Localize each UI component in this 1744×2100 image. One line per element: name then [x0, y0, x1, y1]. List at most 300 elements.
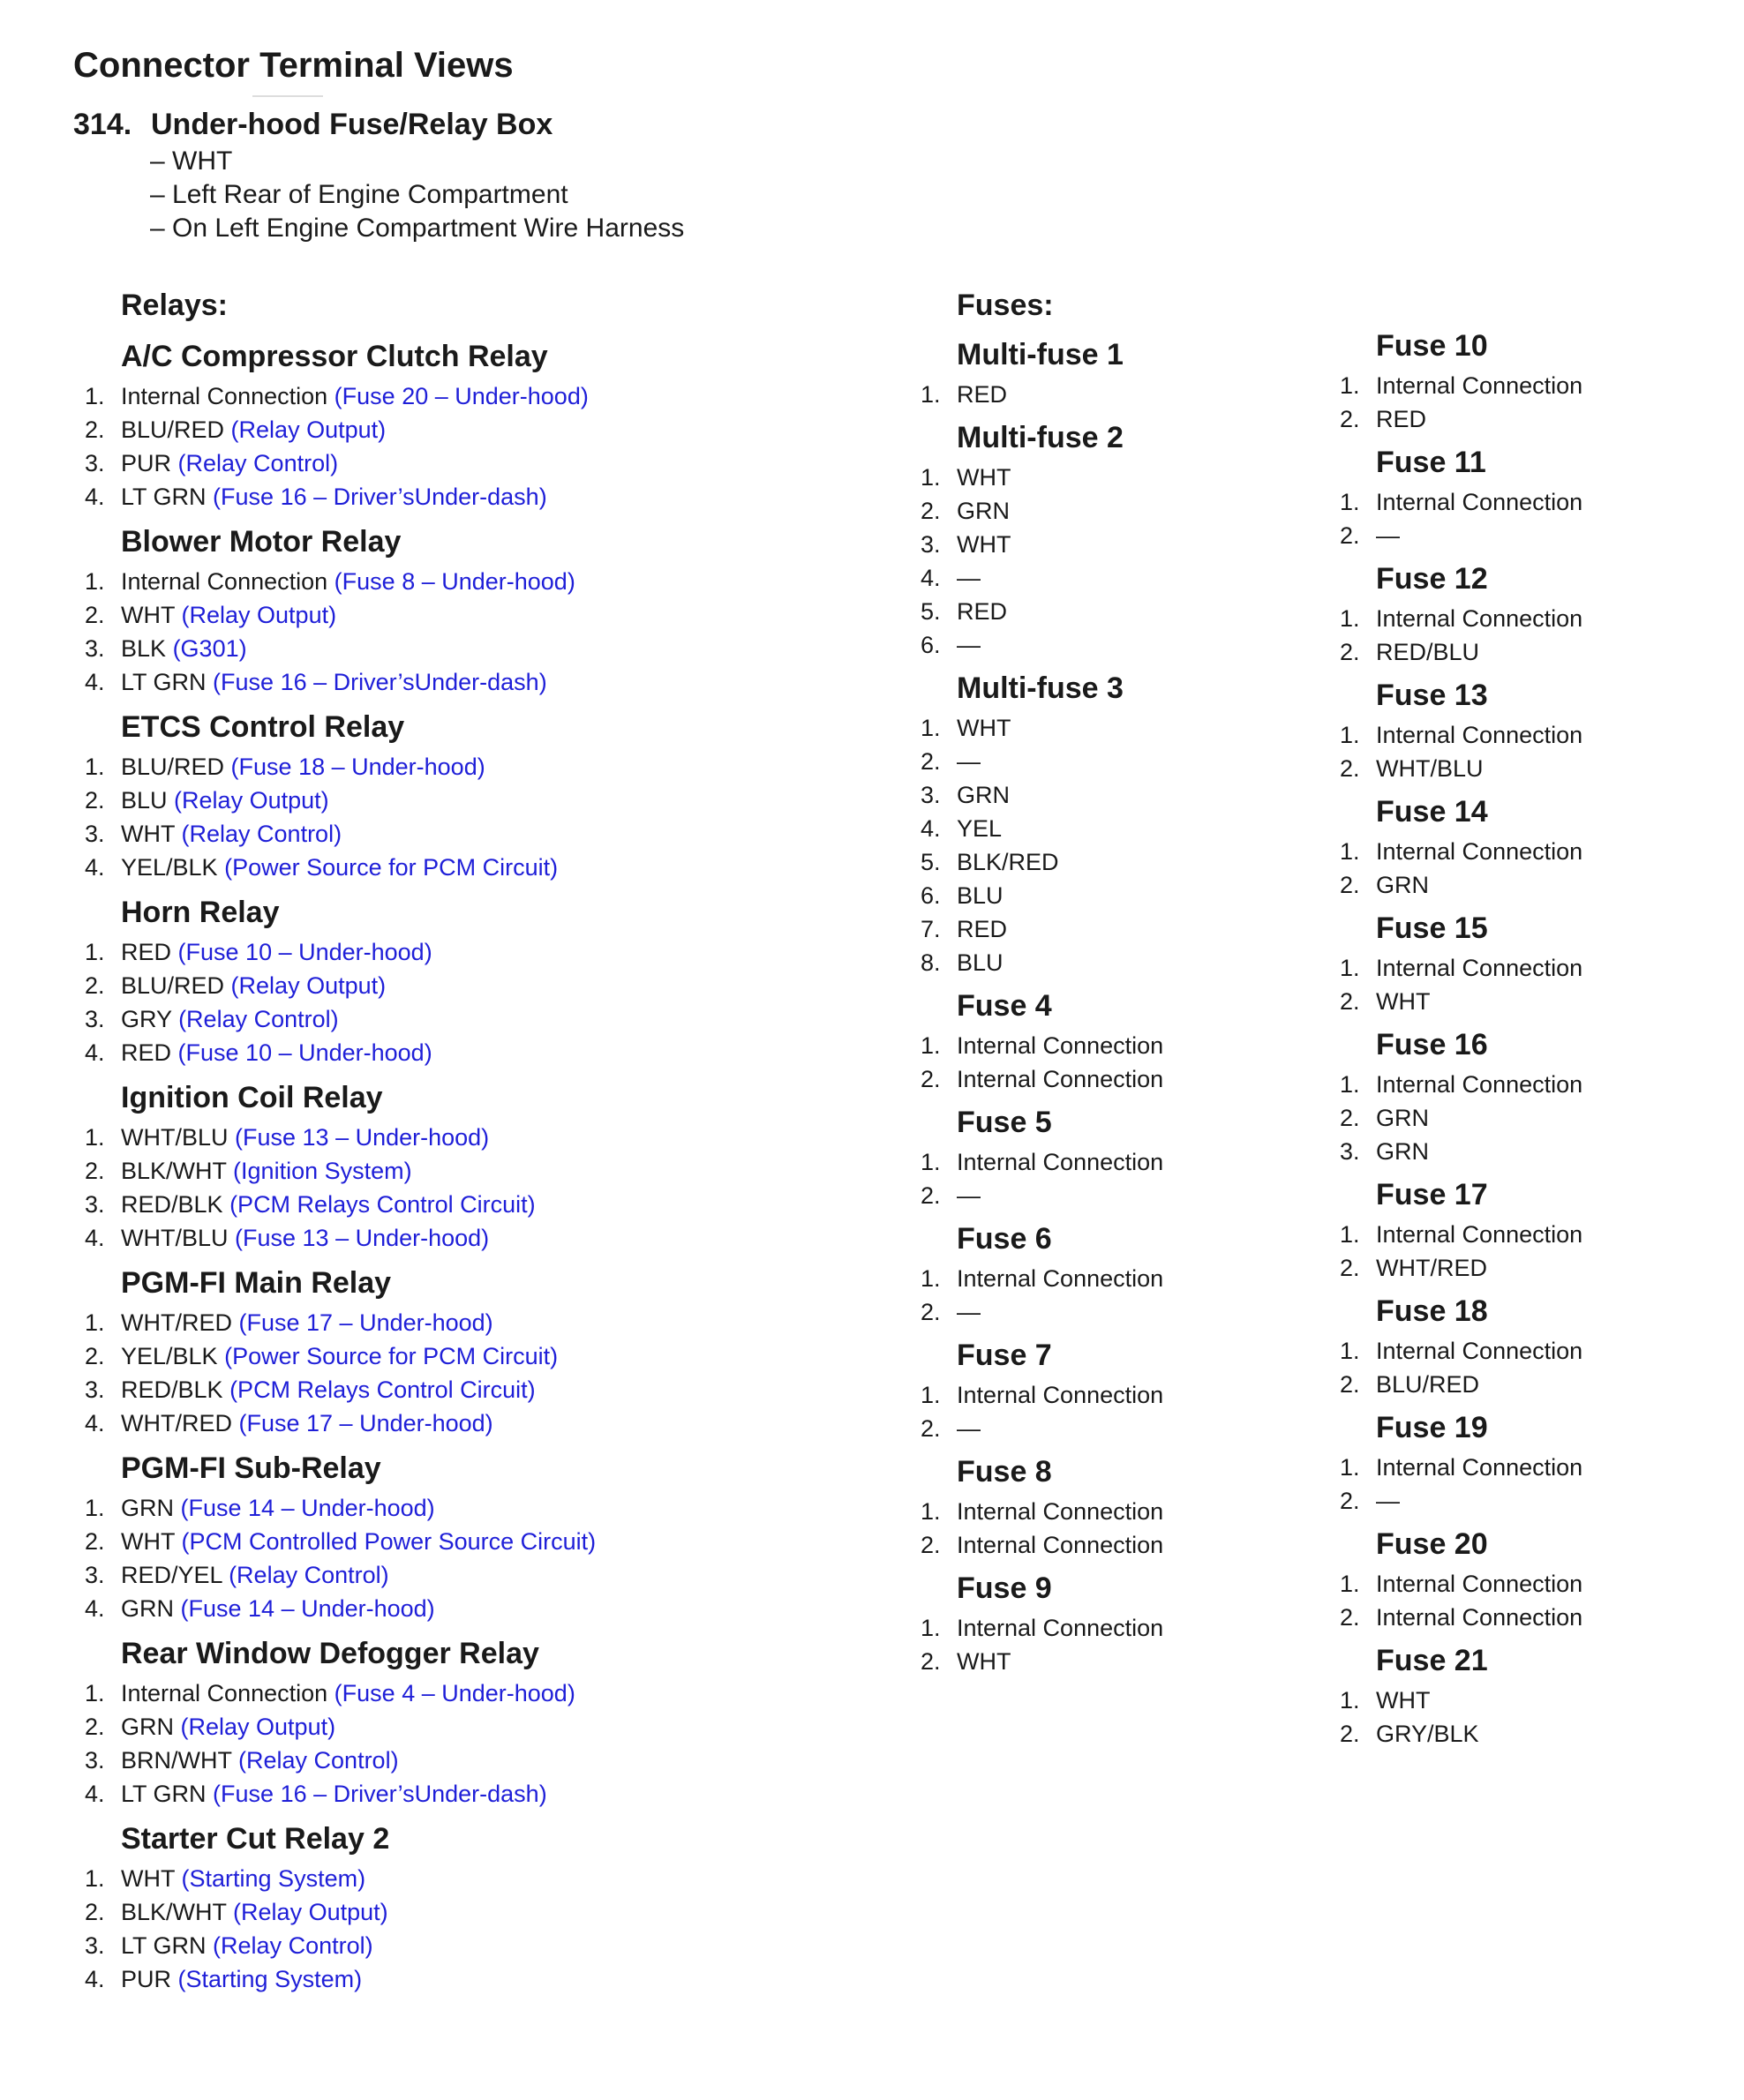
wire-color: LT GRN [121, 484, 207, 510]
terminal-item [85, 446, 596, 480]
fuse-heading: Fuse 15 [1376, 911, 1488, 945]
wire-color: GRY [121, 1006, 172, 1032]
terminal-number: 1. [921, 1265, 941, 1292]
terminal-number: 4. [85, 1595, 105, 1622]
circuit-reference: (Fuse 4 – Under-hood) [334, 1680, 575, 1706]
terminal-number: 1. [85, 568, 105, 595]
terminal-number: 1. [1340, 489, 1360, 515]
terminal-item [85, 1188, 596, 1221]
wire-color: — [957, 1299, 981, 1325]
terminal-number: 3. [85, 1376, 105, 1403]
terminal-item [1340, 1218, 1582, 1251]
fuse-heading: Fuse 18 [1376, 1294, 1488, 1328]
terminal-number: 2. [1340, 406, 1360, 432]
terminal-number: 8. [921, 949, 941, 976]
fuse-heading: Fuse 4 [957, 989, 1052, 1023]
terminal-list [1340, 1334, 1582, 1401]
terminal-number: 3. [921, 531, 941, 558]
terminal-item [1340, 602, 1582, 635]
terminal-number: 2. [921, 498, 941, 524]
wire-color: YEL [957, 815, 1003, 842]
terminal-number: 2. [921, 1066, 941, 1092]
wire-color: Internal Connection [1376, 489, 1583, 515]
terminal-item [921, 946, 1163, 979]
terminal-number: 2. [1340, 522, 1360, 549]
terminal-number: 2. [1340, 1255, 1360, 1281]
terminal-number: 4. [85, 669, 105, 695]
terminal-item [921, 1528, 1163, 1562]
terminal-item [1340, 985, 1582, 1018]
terminal-item [85, 1929, 596, 1962]
fuses-column-left [921, 282, 1163, 1678]
terminal-list [1340, 1567, 1582, 1634]
wire-color: BLK/WHT [121, 1158, 227, 1184]
wire-color: WHT [957, 531, 1011, 558]
terminal-number: 2. [921, 1532, 941, 1558]
wire-color: PUR [121, 1966, 172, 1992]
terminal-item [1340, 1601, 1582, 1634]
terminal-item [1340, 369, 1582, 402]
terminal-item [1340, 868, 1582, 902]
terminal-number: 1. [1340, 1338, 1360, 1364]
terminal-number: 1. [1340, 372, 1360, 399]
terminal-list [921, 1378, 1163, 1445]
terminal-item [85, 1676, 596, 1710]
terminal-number: 1. [85, 754, 105, 780]
circuit-reference: (Relay Control) [178, 1006, 339, 1032]
terminal-list [1340, 602, 1582, 669]
terminal-item [85, 1862, 596, 1895]
wire-color: WHT [957, 1648, 1011, 1675]
wire-color: BLU/RED [121, 754, 225, 780]
terminal-number: 1. [921, 1149, 941, 1175]
terminal-number: 1. [921, 1382, 941, 1408]
relay-heading: Blower Motor Relay [121, 525, 402, 559]
circuit-reference: (Relay Output) [233, 1899, 388, 1925]
wire-color: BLU [957, 949, 1004, 976]
wire-color: — [957, 565, 981, 591]
terminal-number: 1. [85, 1680, 105, 1706]
wire-color: GRN [121, 1495, 174, 1521]
terminal-item [85, 1491, 596, 1525]
terminal-number: 3. [85, 635, 105, 662]
wire-color: Internal Connection [957, 1498, 1164, 1525]
terminal-number: 4. [85, 854, 105, 881]
circuit-reference: (Fuse 14 – Under-hood) [180, 1495, 435, 1521]
terminal-item [1340, 635, 1582, 669]
circuit-reference: (PCM Controlled Power Source Circuit) [181, 1528, 597, 1555]
terminal-number: 2. [1340, 1105, 1360, 1131]
terminal-list [921, 1495, 1163, 1562]
circuit-reference: (Fuse 10 – Under-hood) [177, 1039, 432, 1066]
terminal-item [85, 969, 596, 1002]
terminal-number: 2. [1340, 755, 1360, 782]
terminal-item [1340, 1484, 1582, 1518]
wire-color: BLU [121, 787, 168, 814]
circuit-reference: (Starting System) [181, 1865, 366, 1892]
terminal-number: 2. [1340, 1604, 1360, 1631]
wire-color: BLK/RED [957, 849, 1059, 875]
terminal-list [85, 379, 596, 514]
circuit-reference: (Power Source for PCM Circuit) [224, 854, 559, 881]
terminal-item [921, 1262, 1163, 1295]
terminal-number: 2. [1340, 1721, 1360, 1747]
terminal-item [85, 1002, 596, 1036]
terminal-list [85, 1121, 596, 1255]
terminal-number: 1. [921, 715, 941, 741]
circuit-reference: (Fuse 14 – Under-hood) [180, 1595, 435, 1622]
terminal-item [85, 565, 596, 598]
fuse-heading: Fuse 13 [1376, 679, 1488, 712]
fuse-heading: Multi-fuse 2 [957, 421, 1124, 454]
terminal-number: 1. [1340, 1687, 1360, 1714]
circuit-reference: (Starting System) [177, 1966, 363, 1992]
wire-color: WHT/RED [121, 1410, 232, 1436]
terminal-item [921, 1295, 1163, 1329]
wire-color: GRN [1376, 1105, 1429, 1131]
terminal-number: 2. [921, 1299, 941, 1325]
wire-color: GRY/BLK [1376, 1721, 1479, 1747]
terminal-number: 1. [85, 1865, 105, 1892]
wire-color: — [957, 632, 981, 658]
terminal-item [1340, 752, 1582, 785]
terminal-number: 1. [85, 1309, 105, 1336]
terminal-number: 1. [1340, 1221, 1360, 1248]
wire-color: — [957, 1182, 981, 1209]
circuit-reference: (Fuse 18 – Under-hood) [230, 754, 485, 780]
wire-color: Internal Connection [1376, 1071, 1583, 1098]
detail-location: – Left Rear of Engine Compartment [150, 180, 568, 209]
terminal-item [85, 784, 596, 817]
terminal-number: 2. [1340, 1488, 1360, 1514]
wire-color: GRN [121, 1714, 174, 1740]
fuse-heading: Fuse 10 [1376, 329, 1488, 363]
terminal-number: 4. [85, 1039, 105, 1066]
wire-color: Internal Connection [957, 1066, 1164, 1092]
relays-heading: Relays: [121, 289, 228, 322]
terminal-number: 2. [1340, 639, 1360, 665]
fuses-column-right [1340, 319, 1582, 1751]
terminal-list [921, 1029, 1163, 1096]
wire-color: WHT [121, 602, 175, 628]
terminal-number: 2. [85, 1899, 105, 1925]
terminal-item [921, 778, 1163, 812]
relay-heading: A/C Compressor Clutch Relay [121, 340, 548, 373]
section-heading [73, 104, 553, 145]
wire-color: LT GRN [121, 1781, 207, 1807]
relay-heading: Starter Cut Relay 2 [121, 1822, 390, 1856]
wire-color: RED/BLK [121, 1376, 223, 1403]
wire-color: Internal Connection [121, 1680, 328, 1706]
terminal-item [921, 812, 1163, 845]
terminal-number: 2. [921, 1648, 941, 1675]
wire-color: GRN [957, 782, 1010, 808]
terminal-number: 2. [85, 1158, 105, 1184]
wire-color: WHT [121, 1865, 175, 1892]
terminal-item [85, 1525, 596, 1558]
terminal-item [1340, 1451, 1582, 1484]
wire-color: Internal Connection [121, 383, 328, 409]
terminal-list [85, 565, 596, 699]
terminal-item [85, 1777, 596, 1811]
wire-color: RED [957, 916, 1008, 942]
wire-color: BLU/RED [121, 416, 225, 443]
terminal-number: 1. [85, 939, 105, 965]
terminal-item [1340, 1368, 1582, 1401]
terminal-number: 1. [85, 1124, 105, 1151]
terminal-item [85, 665, 596, 699]
terminal-number: 1. [921, 1032, 941, 1059]
terminal-list [1340, 951, 1582, 1018]
terminal-item [921, 845, 1163, 879]
terminal-item [85, 632, 596, 665]
terminal-number: 1. [921, 1498, 941, 1525]
terminal-list [1340, 369, 1582, 436]
wire-color: Internal Connection [957, 1265, 1164, 1292]
terminal-item [85, 1373, 596, 1406]
terminal-item [1340, 1101, 1582, 1135]
terminal-list [921, 1262, 1163, 1329]
circuit-reference: (Relay Control) [229, 1562, 389, 1588]
relay-heading: PGM-FI Sub-Relay [121, 1451, 381, 1485]
terminal-item [85, 1154, 596, 1188]
circuit-reference: (Fuse 8 – Under-hood) [334, 568, 575, 595]
fuse-heading: Fuse 6 [957, 1222, 1052, 1256]
terminal-number: 2. [85, 602, 105, 628]
wire-color: Internal Connection [1376, 1571, 1583, 1597]
fuses-heading: Fuses: [957, 289, 1054, 322]
terminal-item [921, 461, 1163, 494]
terminal-number: 3. [85, 1562, 105, 1588]
terminal-number: 2. [85, 1528, 105, 1555]
terminal-number: 1. [85, 383, 105, 409]
circuit-reference: (Fuse 16 – Driver’sUnder-dash) [213, 484, 547, 510]
wire-color: RED/BLU [1376, 639, 1480, 665]
terminal-item [1340, 1334, 1582, 1368]
terminal-list [921, 378, 1163, 411]
wire-color: WHT [1376, 1687, 1431, 1714]
terminal-number: 2. [921, 1415, 941, 1442]
section-number: 314. [73, 108, 132, 141]
terminal-item [85, 750, 596, 784]
terminal-item [921, 1412, 1163, 1445]
terminal-item [921, 1378, 1163, 1412]
page-title: Connector Terminal Views [73, 46, 514, 85]
terminal-number: 5. [921, 849, 941, 875]
wire-color: WHT/RED [1376, 1255, 1487, 1281]
terminal-number: 3. [1340, 1138, 1360, 1165]
wire-color: LT GRN [121, 1932, 207, 1959]
fuse-heading: Fuse 5 [957, 1106, 1052, 1139]
terminal-item [921, 745, 1163, 778]
wire-color: YEL/BLK [121, 854, 218, 881]
wire-color: GRN [121, 1595, 174, 1622]
section-details [150, 145, 684, 245]
terminal-number: 1. [921, 1615, 941, 1641]
title-divider [252, 95, 323, 97]
wire-color: BLU/RED [1376, 1371, 1480, 1398]
terminal-number: 1. [1340, 838, 1360, 865]
wire-color: WHT [957, 715, 1011, 741]
terminal-number: 3. [921, 782, 941, 808]
wire-color: RED [121, 939, 172, 965]
terminal-item [85, 480, 596, 514]
terminal-item [1340, 1251, 1582, 1285]
circuit-reference: (Relay Output) [181, 602, 337, 628]
terminal-number: 1. [1340, 1571, 1360, 1597]
terminal-number: 3. [85, 1191, 105, 1218]
circuit-reference: (PCM Relays Control Circuit) [229, 1191, 536, 1218]
circuit-reference: (Fuse 16 – Driver’sUnder-dash) [213, 1781, 547, 1807]
terminal-number: 2. [85, 1714, 105, 1740]
relay-heading: Ignition Coil Relay [121, 1081, 383, 1114]
wire-color: WHT/RED [121, 1309, 232, 1336]
wire-color: RED [957, 598, 1008, 625]
relay-heading: Horn Relay [121, 896, 280, 929]
terminal-item [921, 528, 1163, 561]
wire-color: BLU [957, 882, 1004, 909]
circuit-reference: (Power Source for PCM Circuit) [224, 1343, 559, 1369]
wire-color: WHT/BLU [121, 1225, 229, 1251]
fuse-heading: Fuse 19 [1376, 1411, 1488, 1444]
wire-color: Internal Connection [1376, 1604, 1583, 1631]
terminal-number: 6. [921, 632, 941, 658]
terminal-number: 1. [921, 381, 941, 408]
terminal-item [85, 1121, 596, 1154]
terminal-number: 3. [85, 1747, 105, 1774]
circuit-reference: (Fuse 20 – Under-hood) [334, 383, 589, 409]
terminal-item [85, 413, 596, 446]
terminal-list [85, 1676, 596, 1811]
wire-color: Internal Connection [1376, 955, 1583, 981]
terminal-list [921, 711, 1163, 979]
wire-color: BRN/WHT [121, 1747, 232, 1774]
circuit-reference: (Relay Output) [180, 1714, 336, 1740]
terminal-item [1340, 1717, 1582, 1751]
terminal-item [921, 912, 1163, 946]
circuit-reference: (Relay Control) [238, 1747, 399, 1774]
wire-color: Internal Connection [1376, 605, 1583, 632]
terminal-number: 4. [85, 1966, 105, 1992]
circuit-reference: (Fuse 17 – Under-hood) [238, 1410, 493, 1436]
circuit-reference: (Relay Output) [230, 416, 387, 443]
wire-color: Internal Connection [1376, 372, 1583, 399]
terminal-number: 2. [85, 416, 105, 443]
fuse-heading: Fuse 16 [1376, 1028, 1488, 1061]
relay-heading: Rear Window Defogger Relay [121, 1637, 539, 1670]
wire-color: WHT [121, 1528, 175, 1555]
terminal-item [921, 879, 1163, 912]
circuit-reference: (Ignition System) [233, 1158, 412, 1184]
terminal-item [1340, 1135, 1582, 1168]
terminal-number: 1. [1340, 1454, 1360, 1481]
terminal-number: 4. [85, 484, 105, 510]
terminal-number: 1. [1340, 1071, 1360, 1098]
terminal-list [1340, 835, 1582, 902]
fuse-heading: Fuse 11 [1376, 446, 1486, 479]
wire-color: RED [1376, 406, 1427, 432]
wire-color: Internal Connection [1376, 1221, 1583, 1248]
terminal-list [1340, 718, 1582, 785]
terminal-item [1340, 718, 1582, 752]
terminal-item [85, 1710, 596, 1744]
terminal-item [85, 935, 596, 969]
wire-color: YEL/BLK [121, 1343, 218, 1369]
terminal-number: 1. [921, 464, 941, 491]
circuit-reference: (Relay Output) [230, 972, 387, 999]
circuit-reference: (G301) [172, 635, 247, 662]
wire-color: Internal Connection [957, 1615, 1164, 1641]
wire-color: Internal Connection [957, 1532, 1164, 1558]
terminal-item [85, 1406, 596, 1440]
relays-column [85, 282, 596, 1996]
terminal-number: 3. [85, 1932, 105, 1959]
fuse-heading: Fuse 12 [1376, 562, 1488, 596]
terminal-item [921, 711, 1163, 745]
terminal-list [921, 461, 1163, 662]
terminal-number: 4. [921, 815, 941, 842]
terminal-item [85, 598, 596, 632]
terminal-item [921, 494, 1163, 528]
terminal-item [85, 817, 596, 851]
wire-color: GRN [1376, 1138, 1429, 1165]
terminal-item [921, 1645, 1163, 1678]
terminal-list [85, 935, 596, 1069]
wire-color: — [1376, 1488, 1400, 1514]
wire-color: RED [957, 381, 1008, 408]
fuse-heading: Fuse 14 [1376, 795, 1488, 829]
terminal-number: 2. [921, 1182, 941, 1209]
wire-color: — [957, 1415, 981, 1442]
terminal-list [1340, 1451, 1582, 1518]
terminal-number: 1. [1340, 955, 1360, 981]
terminal-item [1340, 835, 1582, 868]
wire-color: Internal Connection [957, 1149, 1164, 1175]
terminal-list [85, 1306, 596, 1440]
terminal-number: 3. [85, 1006, 105, 1032]
wire-color: Internal Connection [121, 568, 328, 595]
wire-color: WHT [957, 464, 1011, 491]
circuit-reference: (PCM Relays Control Circuit) [229, 1376, 536, 1403]
terminal-list [1340, 1068, 1582, 1168]
terminal-item [921, 595, 1163, 628]
terminal-number: 2. [1340, 988, 1360, 1015]
terminal-item [1340, 1068, 1582, 1101]
wire-color: BLK/WHT [121, 1899, 227, 1925]
terminal-item [85, 1558, 596, 1592]
terminal-number: 1. [1340, 605, 1360, 632]
terminal-item [1340, 519, 1582, 552]
detail-harness: – On Left Engine Compartment Wire Harness [150, 214, 685, 243]
wire-color: LT GRN [121, 669, 207, 695]
terminal-list [1340, 1218, 1582, 1285]
terminal-number: 2. [85, 972, 105, 999]
wire-color: BLU/RED [121, 972, 225, 999]
circuit-reference: (Relay Output) [174, 787, 329, 814]
terminal-item [921, 1495, 1163, 1528]
circuit-reference: (Fuse 17 – Under-hood) [238, 1309, 493, 1336]
wire-color: — [957, 748, 981, 775]
wire-color: Internal Connection [1376, 838, 1583, 865]
fuse-heading: Fuse 20 [1376, 1527, 1488, 1561]
circuit-reference: (Relay Control) [181, 821, 342, 847]
terminal-item [1340, 951, 1582, 985]
fuse-heading: Multi-fuse 3 [957, 671, 1124, 705]
terminal-item [85, 1036, 596, 1069]
terminal-item [921, 1062, 1163, 1096]
terminal-item [85, 1221, 596, 1255]
terminal-number: 2. [1340, 1371, 1360, 1398]
